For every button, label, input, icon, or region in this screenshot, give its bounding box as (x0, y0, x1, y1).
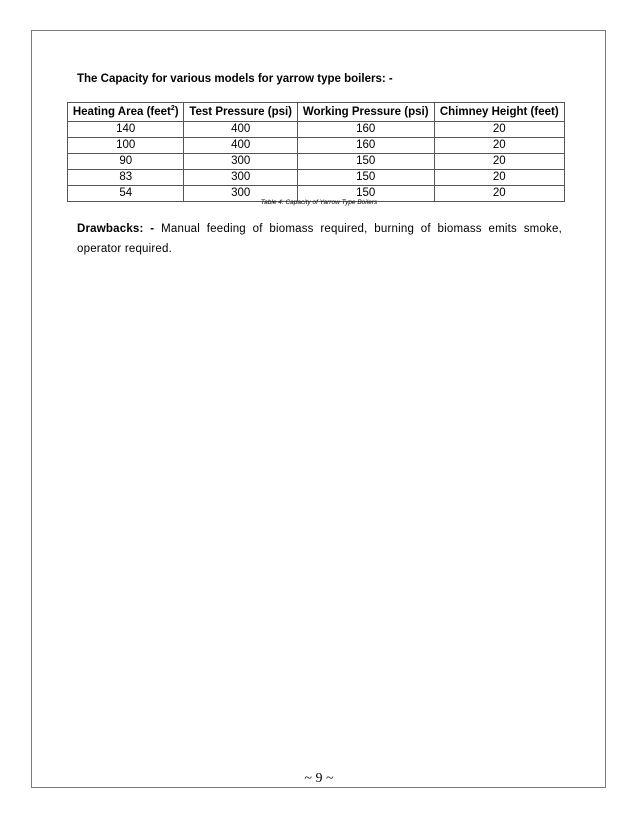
header-chimney-height: Chimney Height (feet) (434, 103, 565, 122)
cell-chimney-height: 20 (434, 154, 565, 170)
cell-chimney-height: 20 (434, 122, 565, 138)
cell-test-pressure: 400 (184, 138, 297, 154)
cell-working-pressure: 160 (297, 122, 434, 138)
capacity-table (67, 102, 565, 202)
cell-test-pressure: 300 (184, 154, 297, 170)
table-row (68, 154, 565, 170)
drawbacks-paragraph (77, 219, 562, 259)
cell-heating-area: 140 (68, 122, 184, 138)
table-caption: Table 4: Capacity of Yarrow Type Boilers (260, 199, 378, 206)
cell-heating-area: 100 (68, 138, 184, 154)
cell-heating-area: 54 (68, 186, 184, 202)
header-test-pressure: Test Pressure (psi) (184, 103, 297, 122)
page-number: ~ 9 ~ (304, 771, 334, 786)
drawbacks-label: Drawbacks: - (77, 223, 155, 235)
cell-heating-area: 90 (68, 154, 184, 170)
cell-chimney-height: 20 (434, 138, 565, 154)
cell-working-pressure: 150 (297, 154, 434, 170)
drawbacks-text: Manual feeding of biomass required, burning of biomass emits smoke, operator required. (77, 223, 562, 255)
table-row (68, 170, 565, 186)
superscript-2: 2 (170, 105, 175, 113)
cell-working-pressure: 150 (297, 170, 434, 186)
cell-test-pressure: 300 (184, 170, 297, 186)
cell-working-pressure: 160 (297, 138, 434, 154)
cell-heating-area: 83 (68, 170, 184, 186)
cell-test-pressure: 400 (184, 122, 297, 138)
cell-working-pressure: 150 (297, 186, 434, 202)
table-header-row (68, 103, 565, 122)
header-working-pressure: Working Pressure (psi) (297, 103, 434, 122)
header-heating-area: Heating Area (feet$^2$) (68, 103, 184, 122)
cell-test-pressure: 300 (184, 186, 297, 202)
section-heading: The Capacity for various models for yarrow type boilers: - (77, 73, 393, 85)
table-row (68, 138, 565, 154)
table-row (68, 122, 565, 138)
cell-chimney-height: 20 (434, 186, 565, 202)
cell-chimney-height: 20 (434, 170, 565, 186)
